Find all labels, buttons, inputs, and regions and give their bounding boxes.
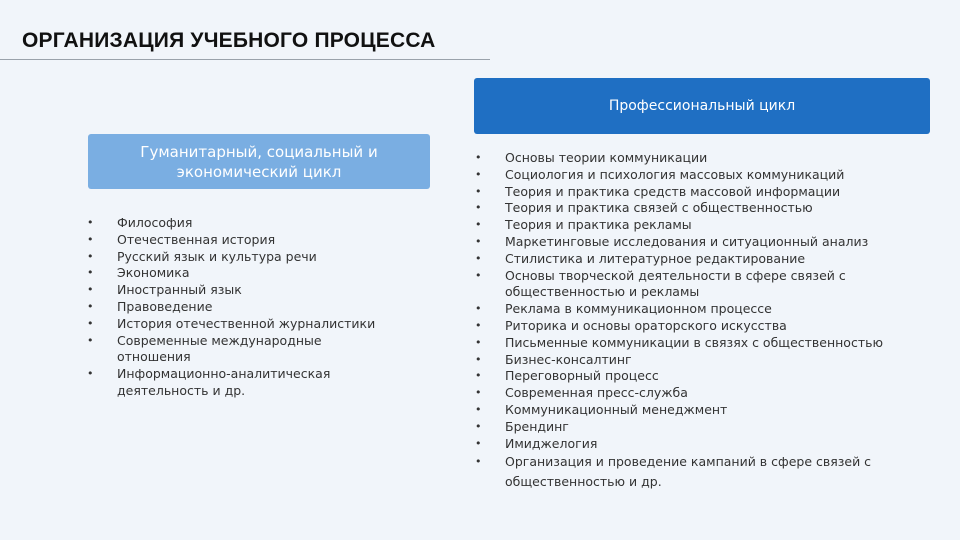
bullet-icon: • — [475, 167, 482, 181]
bullet-icon: • — [87, 283, 94, 297]
bullet-icon: • — [475, 318, 482, 332]
bullet-icon: • — [87, 316, 94, 330]
list-item: • Экономика — [87, 265, 190, 281]
bullet-icon: • — [87, 249, 94, 263]
title-underline — [0, 59, 490, 60]
list-item: • Социология и психология массовых коммуникаций — [475, 166, 845, 182]
bullet-icon: • — [475, 352, 482, 366]
list-item: • Современные международные отношения — [87, 332, 322, 365]
list-item: • Письменные коммуникации в связях с общественностью — [475, 334, 884, 350]
bullet-icon: • — [475, 335, 482, 349]
bullet-icon: • — [87, 333, 94, 347]
page-title: ОРГАНИЗАЦИЯ УЧЕБНОГО ПРОЦЕССА — [22, 29, 436, 52]
list-item: • Теория и практика рекламы — [475, 217, 692, 233]
list-item: • Отечественная история — [87, 231, 276, 247]
list-item: • Организация и проведение кампаний в сфере связей с общественностью и др. — [475, 454, 872, 490]
professional-cycle-heading: Профессиональный цикл — [608, 98, 796, 114]
bullet-icon: • — [87, 367, 94, 381]
bullet-icon: • — [475, 386, 482, 400]
bullet-icon: • — [475, 302, 482, 316]
list-item: • Основы теории коммуникации — [475, 150, 708, 165]
list-item: • Стилистика и литературное редактирование — [475, 250, 806, 266]
list-item: • Имиджелогия — [475, 435, 598, 451]
list-item: • Маркетинговые исследования и ситуационный анализ — [475, 233, 869, 249]
bullet-icon: • — [475, 436, 482, 450]
list-item: • История отечественной журналистики — [87, 315, 376, 331]
list-item: • Риторика и основы ораторского искусства — [475, 317, 787, 333]
bullet-icon: • — [475, 455, 482, 469]
bullet-icon: • — [475, 184, 482, 198]
humanities-cycle-header — [88, 134, 430, 189]
bullet-icon: • — [475, 201, 482, 215]
list-item: • Современная пресс-служба — [475, 385, 688, 401]
humanities-cycle-heading-line1: Гуманитарный, социальный и — [140, 142, 378, 161]
humanities-cycle-heading-line2: экономический цикл — [176, 162, 342, 181]
list-item: • Информационно-аналитическая деятельность и др. — [87, 366, 331, 398]
list-item: • Брендинг — [475, 418, 569, 434]
bullet-icon: • — [87, 299, 94, 313]
professional-cycle-header — [474, 78, 930, 134]
list-item: • Русский язык и культура речи — [87, 248, 317, 264]
bullet-icon: • — [475, 369, 482, 383]
list-item: • Бизнес-консалтинг — [475, 351, 632, 367]
list-item: • Философия — [87, 215, 193, 230]
professional-course-list — [475, 150, 920, 492]
bullet-icon: • — [475, 402, 482, 416]
bullet-icon: • — [475, 268, 482, 282]
bullet-icon: • — [87, 232, 94, 246]
bullet-icon: • — [475, 234, 482, 248]
list-item: • Теория и практика связей с общественностью — [475, 200, 813, 216]
list-item: • Переговорный процесс — [475, 368, 659, 384]
bullet-icon: • — [475, 151, 482, 164]
humanities-course-list — [87, 215, 427, 400]
bullet-icon: • — [87, 216, 94, 229]
list-item: • Правоведение — [87, 298, 213, 314]
list-item: • Реклама в коммуникационном процессе — [475, 301, 772, 317]
list-item: • Коммуникационный менеджмент — [475, 401, 728, 417]
list-item: • Основы творческой деятельности в сфере связей с общественностью и рекламы — [475, 267, 846, 300]
bullet-icon: • — [475, 218, 482, 232]
bullet-icon: • — [87, 266, 94, 280]
list-item: • Иностранный язык — [87, 282, 242, 298]
bullet-icon: • — [475, 419, 482, 433]
list-item: • Теория и практика средств массовой информации — [475, 183, 841, 199]
bullet-icon: • — [475, 251, 482, 265]
